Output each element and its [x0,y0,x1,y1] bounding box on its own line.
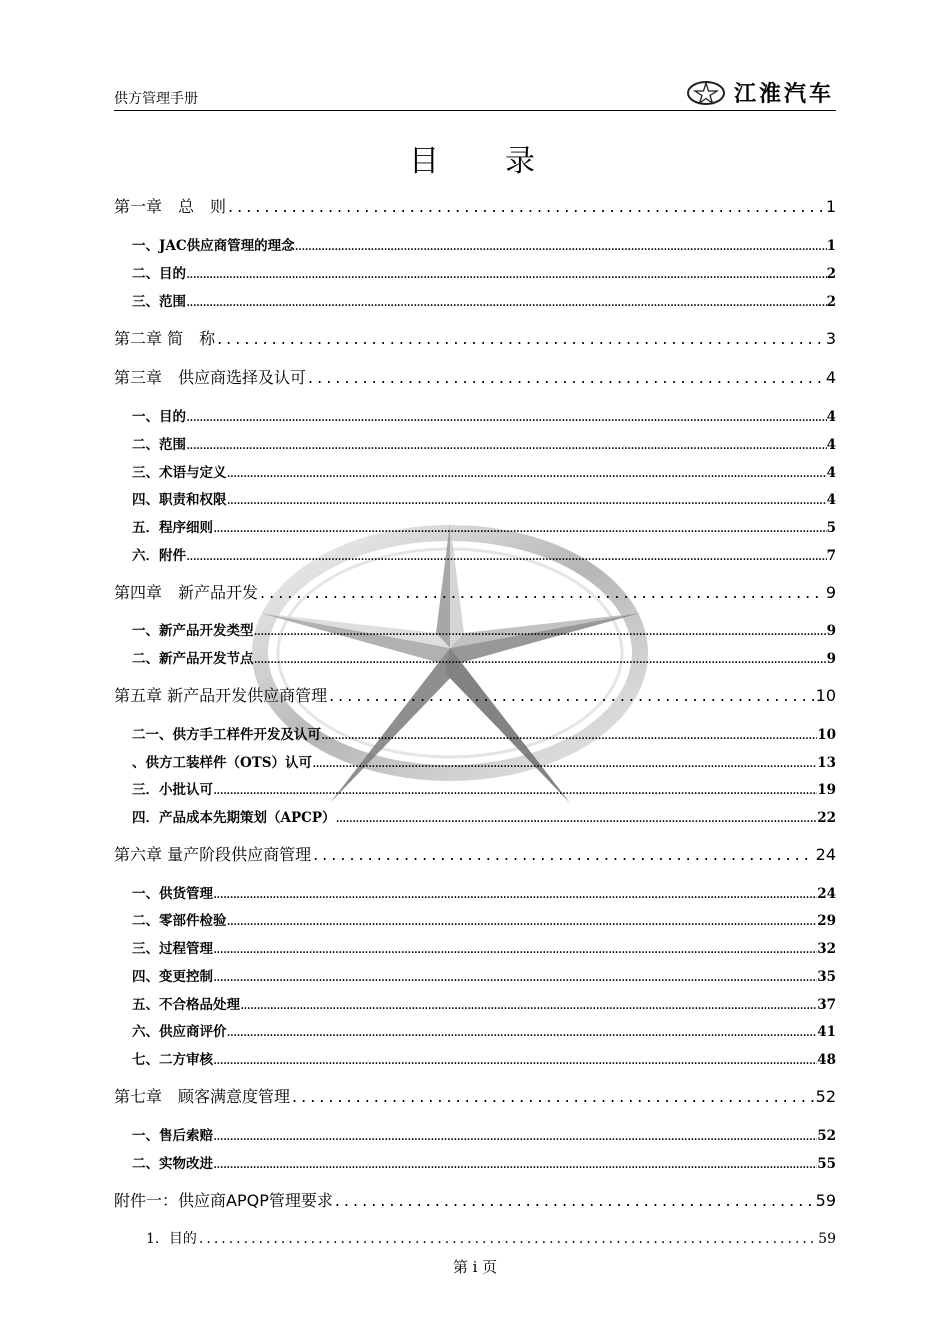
toc-entry-page: 1 [825,197,836,216]
toc-entry-title: 第四章 新产品开发 [114,583,259,602]
toc-entry[interactable] [132,461,836,481]
toc-entry-title: 1．目的 [146,1231,197,1247]
toc-entry-page: 13 [817,755,836,771]
toc-entry-page: 32 [817,941,836,957]
toc-entry-page: 19 [817,782,836,798]
toc-dot-leader [228,197,824,216]
toc-dot-leader [213,520,827,536]
toc-entry[interactable] [114,580,836,603]
toc-dot-leader [213,782,817,798]
toc-dot-leader [254,623,827,639]
toc-entry[interactable] [132,619,836,639]
toc-entry-page: 59 [818,1231,836,1247]
toc-entry[interactable] [132,909,836,929]
toc-entry-title: 一、JAC供应商管理的理念 [132,238,295,254]
toc-dot-leader [213,941,817,957]
toc-entry[interactable] [132,937,836,957]
page-title [0,136,950,180]
toc-entry[interactable] [146,1228,836,1248]
toc-entry[interactable] [132,405,836,425]
toc-entry[interactable] [132,290,836,310]
toc-entry-title: 、供方工装样件（OTS）认可 [132,755,313,771]
brand-name: 江淮汽车 [733,82,834,107]
toc-dot-leader [292,1087,814,1106]
toc-entry-page: 41 [817,1024,836,1040]
toc-entry-page: 24 [817,886,836,902]
toc-dot-leader [313,845,814,864]
toc-entry[interactable] [132,993,836,1013]
toc-entry[interactable] [132,882,836,902]
toc-entry-page: 9 [826,651,836,667]
toc-entry[interactable] [132,1048,836,1068]
toc-dot-leader [227,1024,818,1040]
toc-entry-page: 4 [826,465,836,481]
toc-entry[interactable] [132,234,836,254]
toc-dot-leader [213,886,817,902]
toc-entry-title: 二一、供方手工样件开发及认可 [132,727,321,743]
toc-dot-leader [186,266,827,282]
toc-entry-page: 4 [826,437,836,453]
title-char-2: 录 [505,144,541,179]
page-footer: 第 i 页 [452,1258,498,1276]
toc-entry-title: 七、二方审核 [132,1052,213,1068]
toc-dot-leader [186,548,827,564]
toc-entry-title: 三．小批认可 [132,782,213,798]
toc-entry-title: 五、不合格品处理 [132,997,240,1013]
jac-star-logo-icon [686,80,726,106]
toc-dot-leader [217,329,824,348]
toc-entry-title: 四、变更控制 [132,969,213,985]
toc-entry[interactable] [132,778,836,798]
toc-dot-leader [213,1156,817,1172]
toc-entry[interactable] [132,723,836,743]
toc-entry-page: 4 [826,409,836,425]
toc-entry-title: 六．附件 [132,548,186,564]
toc-entry[interactable] [132,1020,836,1040]
toc-entry-page: 10 [815,686,836,705]
toc-entry[interactable] [132,806,836,826]
toc-entry-title: 第七章 顾客满意度管理 [114,1087,291,1106]
toc-entry-title: 第一章 总 则 [114,197,227,216]
toc-entry-page: 29 [817,913,836,929]
toc-dot-leader [186,409,827,425]
toc-dot-leader [213,1052,817,1068]
toc-entry-page: 37 [817,997,836,1013]
toc-entry[interactable] [114,1188,836,1211]
toc-entry-title: 三、范围 [132,294,186,310]
toc-entry-title: 一、目的 [132,409,186,425]
toc-entry-page: 35 [817,969,836,985]
toc-entry[interactable] [132,262,836,282]
toc-entry[interactable] [132,965,836,985]
toc-entry-title: 二、目的 [132,266,186,282]
toc-dot-leader [199,1231,816,1247]
toc-entry-title: 一、供货管理 [132,886,213,902]
toc-dot-leader [312,755,817,771]
toc-dot-leader [213,1128,817,1144]
toc-entry[interactable] [132,433,836,453]
title-char-1: 目 [409,144,445,179]
toc-dot-leader [186,294,827,310]
toc-entry[interactable] [132,488,836,508]
toc-entry[interactable] [132,544,836,564]
toc-entry-title: 二、新产品开发节点 [132,651,254,667]
toc-entry-page: 52 [817,1128,836,1144]
toc-entry-page: 5 [826,520,836,536]
toc-dot-leader [227,913,818,929]
toc-entry-page: 4 [826,492,836,508]
toc-dot-leader [240,997,817,1013]
toc-entry-title: 附件一：供应商APQP管理要求 [114,1191,333,1210]
toc-entry-title: 一、售后索赔 [132,1128,213,1144]
toc-dot-leader [186,437,827,453]
toc-entry-title: 四、职责和权限 [132,492,227,508]
toc-entry[interactable] [132,647,836,667]
toc-dot-leader [227,465,827,481]
toc-entry-page: 10 [817,727,836,743]
toc-entry-page: 9 [826,623,836,639]
toc-entry-title: 六、供应商评价 [132,1024,227,1040]
toc-entry[interactable] [114,1084,836,1107]
toc-dot-leader [335,1191,814,1210]
toc-entry-page: 9 [825,583,836,602]
toc-entry-page: 1 [826,238,836,254]
toc-dot-leader [329,686,814,705]
toc-entry[interactable] [132,1124,836,1144]
toc-entry-title: 三、术语与定义 [132,465,227,481]
toc-dot-leader [213,969,817,985]
toc-dot-leader [254,651,827,667]
toc-entry-page: 59 [815,1191,836,1210]
toc-entry-title: 二、实物改进 [132,1156,213,1172]
toc-dot-leader [295,238,827,254]
toc-entry-page: 7 [826,548,836,564]
toc-entry-title: 一、新产品开发类型 [132,623,254,639]
toc-dot-leader [336,810,818,826]
toc-entry-title: 四．产品成本先期策划（APCP） [132,810,336,826]
toc-entry[interactable] [132,751,836,771]
toc-entry-title: 第二章 简 称 [114,329,216,348]
toc-entry-page: 4 [825,368,836,387]
toc-entry-title: 二、零部件检验 [132,913,227,929]
toc-dot-leader [227,492,827,508]
toc-entry-page: 55 [817,1156,836,1172]
toc-entry-page: 3 [825,329,836,348]
header-title: 供方管理手册 [114,91,198,107]
toc-entry-title: 三、过程管理 [132,941,213,957]
toc-entry-title: 第五章 新产品开发供应商管理 [114,686,328,705]
toc-entry-page: 2 [826,266,836,282]
toc-entry[interactable] [114,683,836,706]
toc-entry[interactable] [132,516,836,536]
toc-entry[interactable] [114,842,836,865]
toc-entry[interactable] [114,365,836,388]
toc-entry-title: 五．程序细则 [132,520,213,536]
toc-dot-leader [321,727,817,743]
toc-entry-page: 22 [817,810,836,826]
toc-entry[interactable] [114,326,836,349]
toc-entry[interactable] [114,194,836,217]
toc-entry-page: 24 [815,845,836,864]
page-header [114,78,836,111]
toc-entry[interactable] [132,1152,836,1172]
toc-dot-leader [308,368,824,387]
toc-entry-title: 二、范围 [132,437,186,453]
toc-entry-page: 52 [815,1087,836,1106]
toc-entry-page: 48 [817,1052,836,1068]
brand-logo [686,77,834,108]
toc-entry-title: 第三章 供应商选择及认可 [114,368,307,387]
toc-dot-leader [260,583,824,602]
toc-entry-page: 2 [826,294,836,310]
toc-entry-title: 第六章 量产阶段供应商管理 [114,845,312,864]
